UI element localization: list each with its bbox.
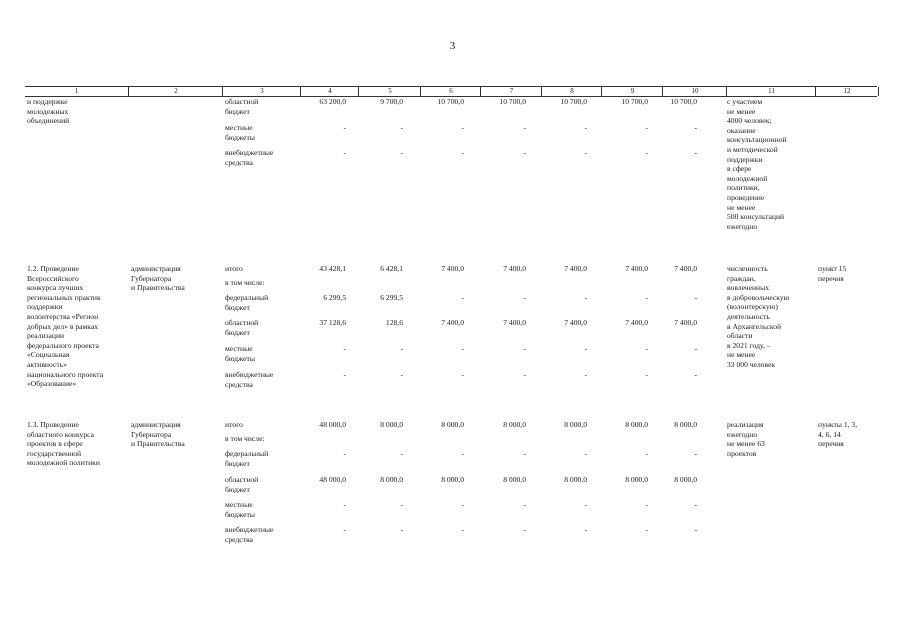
funding-value-cell: 48 000,0: [319, 420, 346, 429]
activity-description: и поддержке молодежных объединений: [27, 97, 70, 126]
funding-source-label: внебюджетные средства: [225, 148, 274, 167]
funding-source-label: итого: [225, 420, 243, 429]
funding-value-cell: 7 400,0: [441, 318, 464, 327]
funding-value-cell: 43 428,1: [319, 264, 346, 273]
funding-value-cell: -: [584, 148, 587, 157]
funding-value-cell: -: [461, 148, 464, 157]
executor-cell: администрация Губернатора и Правительства: [131, 264, 185, 293]
funding-value-cell: -: [584, 500, 587, 509]
funding-value-cell: -: [343, 148, 346, 157]
reference-cell: пункт 15 перечня: [818, 264, 847, 283]
funding-value-cell: 7 400,0: [441, 264, 464, 273]
funding-value-cell: -: [400, 449, 403, 458]
funding-value-cell: 7 400,0: [625, 318, 648, 327]
funding-value-cell: -: [645, 370, 648, 379]
funding-value-cell: 7 400,0: [674, 264, 697, 273]
column-header-3: 3: [222, 87, 301, 96]
funding-value-cell: 10 700,0: [437, 97, 464, 106]
funding-value-cell: 9 700,0: [380, 97, 403, 106]
funding-value-cell: 8 000,0: [380, 420, 403, 429]
column-header-8: 8: [541, 87, 602, 96]
funding-value-cell: -: [400, 148, 403, 157]
expected-result-cell: численность граждан, вовлеченных в добровольческую (волонтерскую) деятельность в Архангельской области в 2021 году, – не менее 33 000 человек: [727, 264, 790, 369]
funding-value-cell: -: [461, 344, 464, 353]
funding-value-cell: -: [645, 148, 648, 157]
funding-value-cell: -: [400, 344, 403, 353]
column-header-9: 9: [601, 87, 663, 96]
column-header-1: 1: [74, 87, 79, 95]
funding-value-cell: -: [400, 123, 403, 132]
funding-value-cell: -: [645, 123, 648, 132]
funding-value-cell: 10 700,0: [560, 97, 587, 106]
funding-value-cell: 7 400,0: [564, 318, 587, 327]
funding-value-cell: 8 000,0: [503, 420, 526, 429]
funding-value-cell: -: [343, 344, 346, 353]
column-header-12: 12: [815, 87, 879, 96]
funding-source-label: внебюджетные средства: [225, 525, 274, 544]
funding-value-cell: -: [523, 370, 526, 379]
funding-value-cell: -: [694, 500, 697, 509]
funding-value-cell: 8 000,0: [441, 475, 464, 484]
funding-value-cell: -: [694, 344, 697, 353]
funding-value-cell: 8 000,0: [503, 475, 526, 484]
activity-description: 1.2. Проведение Всероссийского конкурса лучших региональных практик поддержки волонтерства «Регион добрых дел» в рамках реализации федерального проекта «Социальная активность» национального проекта «Образование»: [27, 264, 104, 389]
funding-value-cell: 37 128,6: [319, 318, 346, 327]
funding-value-cell: 6 428,1: [380, 264, 403, 273]
funding-source-label: областной бюджет: [225, 475, 259, 494]
funding-value-cell: -: [584, 525, 587, 534]
funding-value-cell: -: [584, 293, 587, 302]
funding-value-cell: -: [523, 148, 526, 157]
funding-value-cell: 8 000,0: [674, 420, 697, 429]
funding-value-cell: -: [461, 293, 464, 302]
funding-value-cell: 10 700,0: [670, 97, 697, 106]
funding-value-cell: -: [400, 525, 403, 534]
funding-value-cell: -: [461, 123, 464, 132]
funding-value-cell: -: [343, 449, 346, 458]
column-header-6: 6: [420, 87, 481, 96]
funding-value-cell: 7 400,0: [674, 318, 697, 327]
column-header-5: 5: [358, 87, 421, 96]
funding-value-cell: -: [523, 449, 526, 458]
funding-value-cell: 7 400,0: [503, 264, 526, 273]
funding-value-cell: 8 000,0: [441, 420, 464, 429]
funding-source-label: местные бюджеты: [225, 500, 255, 519]
funding-value-cell: 8 000,0: [564, 420, 587, 429]
funding-value-cell: -: [694, 525, 697, 534]
funding-source-label: в том числе:: [225, 278, 265, 287]
funding-value-cell: -: [645, 344, 648, 353]
activity-description: 1.3. Проведение областного конкурса проектов в сфере государственной молодежной политики: [27, 420, 100, 468]
funding-value-cell: -: [645, 293, 648, 302]
funding-value-cell: -: [461, 370, 464, 379]
funding-source-label: областной бюджет: [225, 318, 259, 337]
funding-value-cell: -: [694, 449, 697, 458]
column-header-11: 11: [726, 87, 816, 96]
funding-value-cell: -: [645, 449, 648, 458]
funding-value-cell: -: [343, 123, 346, 132]
funding-source-label: итого: [225, 264, 243, 273]
funding-value-cell: 8 000,0: [674, 475, 697, 484]
funding-value-cell: -: [645, 500, 648, 509]
funding-value-cell: 8 000,0: [625, 475, 648, 484]
funding-value-cell: -: [584, 370, 587, 379]
funding-value-cell: -: [343, 525, 346, 534]
funding-value-cell: -: [400, 370, 403, 379]
expected-result-cell: реализация ежегодно не менее 63 проектов: [727, 420, 765, 458]
funding-source-label: внебюджетные средства: [225, 370, 274, 389]
funding-value-cell: 7 400,0: [503, 318, 526, 327]
funding-value-cell: 10 700,0: [499, 97, 526, 106]
funding-value-cell: 128,6: [385, 318, 403, 327]
funding-value-cell: 8 000,0: [380, 475, 403, 484]
funding-value-cell: -: [584, 123, 587, 132]
funding-source-label: областной бюджет: [225, 97, 259, 116]
funding-value-cell: -: [343, 370, 346, 379]
table-header-row: [25, 86, 877, 97]
funding-value-cell: -: [400, 500, 403, 509]
funding-value-cell: 8 000,0: [625, 420, 648, 429]
funding-value-cell: -: [523, 500, 526, 509]
funding-value-cell: -: [694, 293, 697, 302]
funding-source-label: в том числе:: [225, 434, 265, 443]
funding-value-cell: -: [461, 500, 464, 509]
funding-value-cell: -: [461, 525, 464, 534]
column-header-4: 4: [300, 87, 359, 96]
funding-value-cell: -: [584, 344, 587, 353]
funding-value-cell: 7 400,0: [625, 264, 648, 273]
funding-value-cell: 48 000,0: [319, 475, 346, 484]
reference-cell: пункты 1, 3, 4, 6, 14 перечня: [818, 420, 858, 449]
funding-source-label: федеральный бюджет: [225, 293, 269, 312]
column-header-10: 10: [662, 87, 727, 96]
funding-value-cell: 63 200,0: [319, 97, 346, 106]
funding-source-label: местные бюджеты: [225, 123, 255, 142]
funding-value-cell: -: [523, 344, 526, 353]
funding-source-label: местные бюджеты: [225, 344, 255, 363]
funding-value-cell: -: [461, 449, 464, 458]
funding-value-cell: -: [343, 500, 346, 509]
funding-value-cell: -: [694, 123, 697, 132]
executor-cell: администрация Губернатора и Правительства: [131, 420, 185, 449]
column-header-7: 7: [480, 87, 542, 96]
funding-source-label: федеральный бюджет: [225, 449, 269, 468]
funding-value-cell: -: [645, 525, 648, 534]
funding-value-cell: 10 700,0: [621, 97, 648, 106]
funding-value-cell: 8 000,0: [564, 475, 587, 484]
column-header-2: 2: [128, 87, 223, 96]
page-number: 3: [449, 40, 456, 52]
funding-value-cell: 6 299,5: [323, 293, 346, 302]
funding-value-cell: -: [694, 370, 697, 379]
funding-value-cell: 7 400,0: [564, 264, 587, 273]
funding-value-cell: -: [584, 449, 587, 458]
funding-value-cell: -: [523, 123, 526, 132]
funding-value-cell: -: [523, 525, 526, 534]
expected-result-cell: с участием не менее 4000 человек; оказание консультационной и методической поддержки в сфере молодежной политики, проведение не менее 500 консультаций ежегодно: [727, 97, 787, 231]
funding-value-cell: -: [694, 148, 697, 157]
funding-value-cell: 6 299,5: [380, 293, 403, 302]
funding-value-cell: -: [523, 293, 526, 302]
